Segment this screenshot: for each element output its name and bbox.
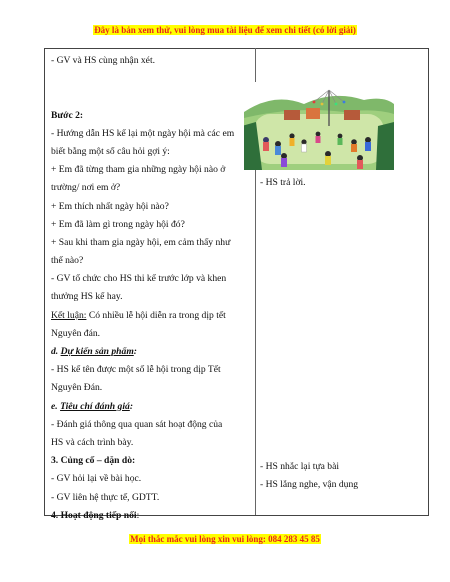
- bottom-banner: [0, 534, 450, 544]
- evaluation-criteria-heading: [51, 398, 253, 416]
- student-response-2: - HS nhắc lại tựa bài: [260, 461, 339, 472]
- text-line: Nguyên Đán.: [51, 382, 103, 394]
- heading-suffix: :: [133, 346, 137, 357]
- teacher-activities-column: [51, 52, 253, 525]
- text-line: - HS kể tên được một số lễ hội trong dịp Tết: [51, 364, 221, 376]
- text-line: HS và cách trình bày.: [51, 436, 134, 448]
- text-line: trường/ nơi em ở?: [51, 182, 121, 194]
- text-line: + Em đã làm gì trong ngày hội đó?: [51, 218, 185, 230]
- heading-suffix: :: [136, 509, 140, 521]
- heading-label: Dự kiến sản phẩm: [60, 346, 134, 357]
- top-banner: [0, 25, 450, 35]
- text-line: - GV tổ chức cho HS thi kể trước lớp và khen: [51, 273, 227, 285]
- festival-illustration: [244, 82, 394, 170]
- text-line: thưởng HS kể hay.: [51, 291, 123, 303]
- text-line: + Em đã từng tham gia những ngày hội nào ở: [51, 164, 226, 176]
- text-line: thế nào?: [51, 255, 84, 267]
- section-3-heading: 3. Củng cố – dặn dò:: [51, 455, 136, 467]
- student-response-1: - HS trả lời.: [260, 177, 306, 188]
- table-top-border: [45, 48, 428, 49]
- expected-product-heading: [51, 343, 253, 361]
- text-line: Nguyên đán.: [51, 327, 101, 339]
- top-banner-text: Đây là bản xem thử, vui lòng mua tài liệu để xem chi tiết (có lời giải): [94, 25, 356, 35]
- text-line: - GV liên hệ thực tế, GDTT.: [51, 491, 160, 503]
- heading-label: Tiêu chí đánh giá: [60, 400, 130, 412]
- text-line: - Đánh giá thông qua quan sát hoạt động của: [51, 418, 223, 430]
- text-line: - GV hỏi lại về bài học.: [51, 473, 142, 485]
- heading-suffix: :: [129, 400, 134, 412]
- conclusion-line: [51, 307, 253, 325]
- student-response-3: - HS lắng nghe, vận dụng: [260, 479, 359, 490]
- text-line: + Em thích nhất ngày hội nào?: [51, 200, 169, 212]
- conclusion-text: Có nhiều lễ hội diễn ra trong dịp tết: [86, 309, 226, 321]
- heading-label: 4. Hoạt động tiếp nối: [51, 509, 137, 521]
- section-4-heading: [51, 507, 253, 525]
- bottom-banner-text: Mọi thắc mắc vui lòng xin vui lòng: 084 283 45 85: [130, 534, 320, 544]
- heading-prefix: e.: [51, 400, 61, 412]
- step-2-heading: Bước 2:: [51, 109, 84, 121]
- text-line: + Sau khi tham gia ngày hội, em cảm thấy như: [51, 236, 231, 248]
- conclusion-label: Kết luận:: [51, 309, 87, 321]
- heading-prefix: d.: [51, 346, 61, 357]
- text-line: biết bằng một số câu hỏi gợi ý:: [51, 145, 170, 157]
- text-line: - GV và HS cùng nhận xét.: [51, 55, 156, 66]
- text-line: - Hướng dẫn HS kể lại một ngày hội mà các em: [51, 127, 235, 139]
